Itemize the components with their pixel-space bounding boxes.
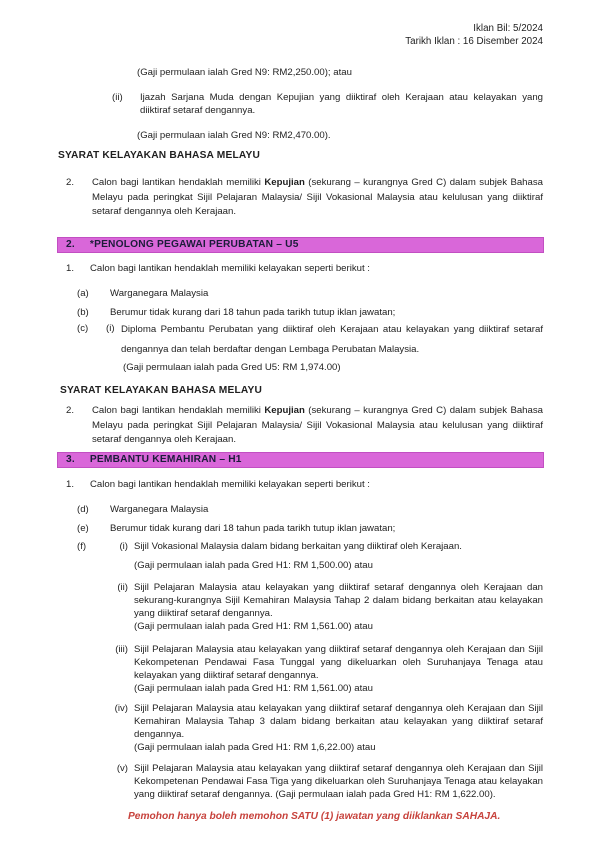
syarat-bm-heading-2: SYARAT KELAYAKAN BAHASA MELAYU <box>60 385 263 396</box>
syarat-bm-marker-2: 2. <box>66 405 75 416</box>
section3-item-d-text: Warganegara Malaysia <box>110 504 209 515</box>
header-meta <box>405 22 543 48</box>
section2-item1-text: Calon bagi lantikan hendaklah memiliki kelayakan seperti berikut : <box>90 263 370 274</box>
section3-f-ii-marker: (ii) <box>117 582 128 593</box>
section-header-pembantu-kemahiran <box>57 452 544 468</box>
syarat-bm-lead: Calon bagi lantikan hendaklah memiliki <box>92 177 265 188</box>
section3-item-e-marker: (e) <box>77 523 89 534</box>
syarat-bm-lead: Calon bagi lantikan hendaklah memiliki <box>92 405 265 416</box>
section2-item1-marker: 1. <box>66 263 75 274</box>
section3-title: PEMBANTU KEMAHIRAN – H1 <box>89 454 242 465</box>
syarat-bm-heading-1: SYARAT KELAYAKAN BAHASA MELAYU <box>58 150 261 161</box>
section3-f-iii-block <box>134 643 543 695</box>
section3-f-ii-block <box>134 581 543 633</box>
section2-item-a-marker: (a) <box>77 288 89 299</box>
section3-item-f-marker: (f) <box>77 541 87 552</box>
gaji-gred-n9-a: (Gaji permulaan ialah Gred N9: RM2,250.00); atau <box>137 67 352 78</box>
section3-f-i-text: Sijil Vokasional Malaysia dalam bidang berkaitan yang diiktiraf oleh Kerajaan. <box>134 541 462 552</box>
syarat-bm-paragraph-1 <box>92 176 543 220</box>
section3-f-v-text: Sijil Pelajaran Malaysia atau kelayakan yang diiktiraf setaraf dengannya oleh Kerajaan dan Sijil Kekompetenan Pendawai Fasa Tiga yang dikeluarkan oleh Suruhanjaya Tenaga atau kelayakan yang diiktiraf setaraf dengannya. (Gaji permulaan ialah pada Gred H1: RM 1,622.00). <box>134 763 543 800</box>
section3-f-ii-gaji: (Gaji permulaan ialah pada Gred H1: RM 1,561.00) atau <box>134 621 373 632</box>
section2-item-c-gaji: (Gaji permulaan ialah pada Gred U5: RM 1,974.00) <box>123 362 341 373</box>
tarikh-iklan: Tarikh Iklan : 16 Disember 2024 <box>405 36 543 47</box>
section2-item-b-marker: (b) <box>77 307 89 318</box>
section2-item-a-text: Warganegara Malaysia <box>110 288 209 299</box>
section3-f-iv-marker: (iv) <box>114 703 128 714</box>
section3-f-iv-text: Sijil Pelajaran Malaysia atau kelayakan yang diiktiraf setaraf dengannya oleh Kerajaan dan Sijil Kemahiran Malaysia Tahap 3 dalam bidang berkaitan atau kelayakan yang diiktiraf setaraf dengannya. <box>134 703 543 740</box>
syarat-bm-bold-word: Kepujian <box>264 405 305 416</box>
section3-f-i-marker: (i) <box>119 541 128 552</box>
section3-item-d-marker: (d) <box>77 504 89 515</box>
section3-f-iii-text: Sijil Pelajaran Malaysia atau kelayakan yang diiktiraf setaraf dengannya oleh Kerajaan dan Sijil Kekompetenan Pendawai Fasa Tunggal yang dikeluarkan oleh Suruhanjaya Tenaga atau kelayakan yang diiktiraf setaraf dengannya. <box>134 644 543 681</box>
section2-item-c-marker: (c) <box>77 323 89 334</box>
section2-item-b-text: Berumur tidak kurang dari 18 tahun pada tarikh tutup iklan jawatan; <box>110 307 396 318</box>
syarat-bm-tail: (sekurang – kurangnya Gred C) dalam subjek Bahasa Melayu pada peringkat Sijil Pelajaran Malaysia/ Sijil Vokasional Malaysia atau kelulusan yang diiktiraf setaraf dengannya oleh Kerajaan. <box>92 177 543 217</box>
section3-f-iii-gaji: (Gaji permulaan ialah pada Gred H1: RM 1,561.00) atau <box>134 683 373 694</box>
intro-item-ii-text: Ijazah Sarjana Muda dengan Kepujian yang diiktiraf oleh Kerajaan atau kelayakan yang diiktiraf setaraf dengannya. <box>140 92 543 116</box>
syarat-bm-paragraph-2 <box>92 404 543 448</box>
syarat-bm-tail: (sekurang – kurangnya Gred C) dalam subjek Bahasa Melayu pada peringkat Sijil Pelajaran Malaysia/ Sijil Vokasional Malaysia atau kelulusan yang diiktiraf setaraf dengannya oleh Kerajaan. <box>92 405 543 445</box>
gaji-gred-n9-b: (Gaji permulaan ialah Gred N9: RM2,470.00). <box>137 130 331 141</box>
section-header-penolong-pegawai-perubatan <box>57 237 544 253</box>
section3-item-e-text: Berumur tidak kurang dari 18 tahun pada tarikh tutup iklan jawatan; <box>110 523 396 534</box>
section3-number: 3. <box>66 454 75 465</box>
section2-item-c-text: Diploma Pembantu Perubatan yang diiktiraf oleh Kerajaan atau kelayakan yang diiktiraf setaraf dengannya dan telah berdaftar dengan Lembaga Perubatan Malaysia. <box>121 324 543 355</box>
section3-f-iii-marker: (iii) <box>115 644 128 655</box>
section3-f-ii-text: Sijil Pelajaran Malaysia atau kelayakan yang diiktiraf setaraf dengannya oleh Kerajaan dan sekurang-kurangnya Sijil Kemahiran Malaysia Tahap 2 dalam bidang berkaitan atau kelayakan yang diiktiraf setaraf dengannya. <box>134 582 543 619</box>
section3-f-iv-block <box>134 702 543 754</box>
section2-title: *PENOLONG PEGAWAI PERUBATAN – U5 <box>89 239 299 250</box>
section3-item1-marker: 1. <box>66 479 75 490</box>
single-application-warning: Pemohon hanya boleh memohon SATU (1) jawatan yang diiklankan SAHAJA. <box>128 811 501 822</box>
syarat-bm-marker-1: 2. <box>66 177 75 188</box>
section3-f-v-marker: (v) <box>116 763 128 774</box>
section2-number: 2. <box>66 239 75 250</box>
intro-item-ii-marker: (ii) <box>112 92 123 103</box>
syarat-bm-bold-word: Kepujian <box>264 177 305 188</box>
section2-item-c-sub-marker: (i) <box>106 323 115 334</box>
section3-f-i-gaji: (Gaji permulaan ialah pada Gred H1: RM 1,500.00) atau <box>134 560 373 571</box>
section3-item1-text: Calon bagi lantikan hendaklah memiliki kelayakan seperti berikut : <box>90 479 370 490</box>
section3-f-iv-gaji: (Gaji permulaan ialah pada Gred H1: RM 1,6,22.00) atau <box>134 742 376 753</box>
iklan-bil: Iklan Bil: 5/2024 <box>473 23 543 34</box>
